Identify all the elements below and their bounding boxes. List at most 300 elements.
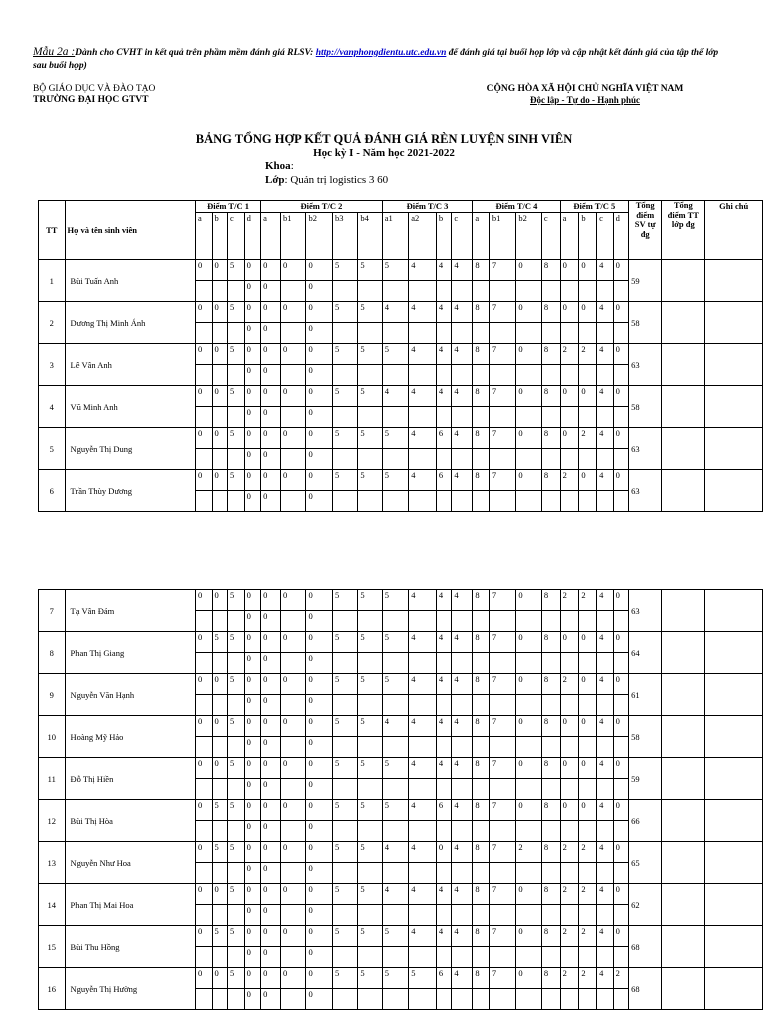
score-subcell — [227, 989, 244, 1010]
score-cell: 8 — [541, 884, 560, 905]
score-cell: 8 — [473, 302, 490, 323]
score-cell: 8 — [541, 926, 560, 947]
score-cell: 8 — [473, 386, 490, 407]
score-subcell: 0 — [306, 611, 333, 632]
score-subcell — [227, 821, 244, 842]
score-subcell — [489, 821, 516, 842]
score-cell: 5 — [227, 800, 244, 821]
score-subcell — [358, 281, 382, 302]
score-cell: 0 — [195, 386, 212, 407]
col-sub-0: a — [195, 213, 212, 260]
score-subcell — [489, 737, 516, 758]
score-subcell — [560, 365, 579, 386]
score-cell: 7 — [489, 716, 516, 737]
score-cell: 7 — [489, 344, 516, 365]
faculty-line: Khoa: — [265, 160, 294, 172]
score-subcell — [358, 611, 382, 632]
student-name: Phan Thị Mai Hoa — [65, 884, 195, 926]
score-subcell — [212, 611, 227, 632]
total-sv-score: 65 — [629, 842, 662, 884]
score-subcell: 0 — [261, 737, 281, 758]
row-number: 8 — [39, 632, 66, 674]
note-cell — [705, 842, 763, 884]
score-subcell — [281, 449, 306, 470]
total-tt-score — [662, 716, 705, 758]
score-cell: 5 — [227, 884, 244, 905]
score-cell: 8 — [473, 758, 490, 779]
score-cell: 0 — [244, 632, 261, 653]
score-subcell — [382, 779, 409, 800]
score-cell: 5 — [227, 470, 244, 491]
score-subcell — [212, 779, 227, 800]
score-subcell — [195, 695, 212, 716]
score-cell: 8 — [473, 842, 490, 863]
score-subcell — [382, 281, 409, 302]
score-cell: 0 — [244, 884, 261, 905]
score-subcell — [597, 281, 614, 302]
score-subcell — [358, 323, 382, 344]
score-cell: 4 — [409, 302, 437, 323]
score-subcell — [436, 611, 451, 632]
score-subcell: 0 — [261, 281, 281, 302]
score-subcell — [473, 365, 490, 386]
score-cell: 7 — [489, 428, 516, 449]
score-cell: 5 — [382, 926, 409, 947]
score-subcell: 0 — [261, 947, 281, 968]
score-cell: 2 — [613, 968, 628, 989]
nation-name: CỘNG HÒA XÃ HỘI CHỦ NGHĨA VIỆT NAM — [486, 84, 684, 94]
score-cell: 0 — [281, 800, 306, 821]
score-subcell — [358, 779, 382, 800]
score-cell: 0 — [212, 260, 227, 281]
score-subcell: 0 — [306, 737, 333, 758]
score-cell: 7 — [489, 674, 516, 695]
score-subcell — [227, 653, 244, 674]
score-cell: 5 — [332, 926, 357, 947]
score-subcell: 0 — [261, 365, 281, 386]
col-name: Họ và tên sinh viên — [65, 201, 195, 260]
score-subcell — [473, 407, 490, 428]
score-cell: 5 — [358, 884, 382, 905]
score-subcell — [436, 281, 451, 302]
score-subcell — [227, 863, 244, 884]
score-cell: 4 — [409, 674, 437, 695]
score-cell: 0 — [261, 260, 281, 281]
score-subcell: 0 — [261, 779, 281, 800]
class-line: Lớp: Quản trị logistics 3 60 — [265, 174, 389, 186]
score-cell: 0 — [261, 344, 281, 365]
score-subcell — [358, 989, 382, 1010]
total-tt-score — [662, 758, 705, 800]
score-subcell — [409, 695, 437, 716]
score-subcell — [382, 947, 409, 968]
score-subcell — [227, 779, 244, 800]
score-cell: 5 — [382, 260, 409, 281]
score-cell: 0 — [195, 926, 212, 947]
score-cell: 0 — [516, 968, 541, 989]
row-number: 3 — [39, 344, 66, 386]
score-subcell — [212, 695, 227, 716]
score-subcell — [409, 365, 437, 386]
total-tt-score — [662, 428, 705, 470]
col-group-5: Điểm T/C 5 — [560, 201, 629, 213]
total-sv-score: 68 — [629, 926, 662, 968]
score-subcell: 0 — [306, 653, 333, 674]
score-cell: 5 — [332, 386, 357, 407]
row-number: 2 — [39, 302, 66, 344]
total-sv-score: 63 — [629, 344, 662, 386]
score-subcell — [332, 491, 357, 512]
score-cell: 4 — [382, 716, 409, 737]
score-cell: 4 — [597, 386, 614, 407]
score-cell: 4 — [409, 926, 437, 947]
score-cell: 7 — [489, 968, 516, 989]
score-cell: 4 — [436, 386, 451, 407]
score-subcell — [473, 323, 490, 344]
score-cell: 6 — [436, 800, 451, 821]
total-tt-score — [662, 842, 705, 884]
score-subcell — [227, 449, 244, 470]
score-cell: 2 — [560, 674, 579, 695]
score-cell: 8 — [541, 632, 560, 653]
score-subcell — [489, 365, 516, 386]
score-cell: 0 — [195, 758, 212, 779]
score-subcell — [473, 611, 490, 632]
score-subcell — [281, 821, 306, 842]
score-subcell — [382, 653, 409, 674]
score-cell: 4 — [452, 470, 473, 491]
score-cell: 4 — [597, 260, 614, 281]
score-cell: 0 — [516, 758, 541, 779]
score-subcell — [597, 491, 614, 512]
rlsv-link[interactable]: http://vanphongdientu.utc.edu.vn — [315, 48, 447, 58]
note-cell — [705, 926, 763, 968]
score-cell: 0 — [306, 470, 333, 491]
score-cell: 4 — [382, 302, 409, 323]
score-cell: 0 — [212, 968, 227, 989]
table-row — [39, 470, 763, 491]
score-cell: 4 — [436, 674, 451, 695]
score-subcell — [281, 779, 306, 800]
total-sv-score: 68 — [629, 968, 662, 1010]
score-cell: 4 — [436, 590, 451, 611]
score-subcell — [541, 653, 560, 674]
score-cell: 5 — [358, 386, 382, 407]
score-cell: 4 — [597, 632, 614, 653]
score-subcell — [436, 737, 451, 758]
total-tt-score — [662, 884, 705, 926]
score-cell: 5 — [358, 968, 382, 989]
score-cell: 0 — [244, 302, 261, 323]
score-subcell — [281, 905, 306, 926]
score-cell: 0 — [212, 344, 227, 365]
score-subcell — [489, 947, 516, 968]
ministry-name: BỘ GIÁO DỤC VÀ ĐÀO TẠO — [33, 84, 156, 94]
col-sub-16: c — [541, 213, 560, 260]
score-cell: 8 — [473, 260, 490, 281]
score-cell: 0 — [436, 842, 451, 863]
score-subcell — [579, 611, 597, 632]
score-subcell — [597, 449, 614, 470]
score-subcell — [541, 449, 560, 470]
col-sub-18: b — [579, 213, 597, 260]
score-cell: 7 — [489, 260, 516, 281]
score-subcell — [409, 449, 437, 470]
score-cell: 0 — [261, 632, 281, 653]
score-cell: 0 — [212, 470, 227, 491]
score-subcell — [489, 323, 516, 344]
score-cell: 0 — [613, 260, 628, 281]
score-cell: 8 — [541, 302, 560, 323]
score-subcell — [195, 407, 212, 428]
total-tt-score — [662, 926, 705, 968]
score-cell: 0 — [261, 386, 281, 407]
score-cell: 7 — [489, 386, 516, 407]
score-subcell — [382, 905, 409, 926]
score-cell: 7 — [489, 758, 516, 779]
score-subcell — [560, 695, 579, 716]
score-cell: 4 — [436, 884, 451, 905]
score-subcell — [436, 695, 451, 716]
score-cell: 4 — [382, 842, 409, 863]
score-cell: 0 — [613, 758, 628, 779]
score-cell: 5 — [358, 800, 382, 821]
score-cell: 0 — [516, 926, 541, 947]
row-number: 9 — [39, 674, 66, 716]
score-cell: 0 — [560, 260, 579, 281]
university-name: TRƯỜNG ĐẠI HỌC GTVT — [33, 95, 149, 105]
score-cell: 0 — [281, 968, 306, 989]
student-name: Bùi Tuấn Anh — [65, 260, 195, 302]
score-subcell — [212, 821, 227, 842]
score-subcell — [452, 779, 473, 800]
document-title: BẢNG TỔNG HỢP KẾT QUẢ ĐÁNH GIÁ RÈN LUYỆN SINH VIÊN — [195, 132, 573, 146]
row-number: 6 — [39, 470, 66, 512]
score-cell: 0 — [261, 926, 281, 947]
score-cell: 8 — [473, 590, 490, 611]
score-cell: 4 — [436, 302, 451, 323]
score-cell: 2 — [516, 842, 541, 863]
score-cell: 0 — [613, 344, 628, 365]
score-subcell: 0 — [244, 989, 261, 1010]
score-cell: 0 — [244, 428, 261, 449]
score-subcell — [613, 863, 628, 884]
score-subcell — [195, 863, 212, 884]
score-cell: 4 — [597, 674, 614, 695]
score-subcell — [579, 653, 597, 674]
score-cell: 8 — [473, 428, 490, 449]
score-subcell — [227, 611, 244, 632]
score-subcell — [358, 653, 382, 674]
score-subcell — [212, 281, 227, 302]
score-subcell — [516, 905, 541, 926]
score-cell: 2 — [560, 470, 579, 491]
score-subcell — [436, 947, 451, 968]
score-cell: 5 — [358, 590, 382, 611]
score-subcell: 0 — [244, 491, 261, 512]
score-cell: 5 — [382, 470, 409, 491]
total-tt-score — [662, 260, 705, 302]
score-cell: 2 — [579, 968, 597, 989]
score-cell: 0 — [516, 632, 541, 653]
score-subcell — [358, 491, 382, 512]
score-cell: 0 — [212, 302, 227, 323]
score-cell: 7 — [489, 800, 516, 821]
note-cell — [705, 428, 763, 470]
score-cell: 0 — [281, 386, 306, 407]
score-subcell — [382, 449, 409, 470]
score-subcell — [358, 695, 382, 716]
score-subcell — [332, 947, 357, 968]
score-cell: 0 — [195, 590, 212, 611]
score-cell: 4 — [382, 386, 409, 407]
score-cell: 6 — [436, 428, 451, 449]
score-subcell — [560, 947, 579, 968]
score-subcell: 0 — [244, 905, 261, 926]
score-subcell — [436, 653, 451, 674]
score-cell: 4 — [597, 758, 614, 779]
col-sub-12: c — [452, 213, 473, 260]
score-cell: 5 — [227, 386, 244, 407]
score-subcell — [382, 323, 409, 344]
score-cell: 4 — [409, 428, 437, 449]
score-subcell — [579, 323, 597, 344]
score-cell: 0 — [613, 428, 628, 449]
score-subcell: 0 — [306, 863, 333, 884]
score-subcell: 0 — [244, 695, 261, 716]
score-cell: 0 — [516, 716, 541, 737]
score-cell: 0 — [261, 428, 281, 449]
score-subcell — [212, 863, 227, 884]
score-cell: 4 — [409, 800, 437, 821]
table-row — [39, 590, 763, 611]
score-cell: 0 — [244, 470, 261, 491]
score-cell: 8 — [541, 590, 560, 611]
col-sub-19: c — [597, 213, 614, 260]
score-cell: 5 — [358, 344, 382, 365]
score-subcell — [613, 407, 628, 428]
score-cell: 4 — [436, 716, 451, 737]
score-subcell — [409, 323, 437, 344]
score-subcell — [212, 365, 227, 386]
score-cell: 0 — [579, 674, 597, 695]
score-subcell — [473, 779, 490, 800]
score-subcell — [560, 905, 579, 926]
student-name: Nguyễn Thị Hường — [65, 968, 195, 1010]
score-cell: 0 — [281, 344, 306, 365]
col-sub-8: b4 — [358, 213, 382, 260]
score-cell: 2 — [560, 884, 579, 905]
score-subcell: 0 — [261, 407, 281, 428]
score-subcell — [541, 989, 560, 1010]
score-subcell — [195, 491, 212, 512]
score-cell: 4 — [409, 758, 437, 779]
table-row — [39, 302, 763, 323]
score-cell: 0 — [579, 800, 597, 821]
score-cell: 0 — [244, 968, 261, 989]
score-subcell — [579, 737, 597, 758]
row-number: 11 — [39, 758, 66, 800]
score-subcell: 0 — [306, 779, 333, 800]
score-subcell — [473, 653, 490, 674]
score-cell: 0 — [306, 674, 333, 695]
score-subcell — [195, 737, 212, 758]
score-cell: 5 — [358, 758, 382, 779]
score-cell: 4 — [409, 842, 437, 863]
score-subcell — [579, 449, 597, 470]
total-sv-score: 61 — [629, 674, 662, 716]
score-subcell — [597, 737, 614, 758]
score-cell: 4 — [452, 302, 473, 323]
score-cell: 0 — [195, 632, 212, 653]
score-cell: 4 — [436, 260, 451, 281]
score-cell: 5 — [332, 884, 357, 905]
score-cell: 0 — [212, 884, 227, 905]
score-cell: 5 — [332, 632, 357, 653]
score-cell: 0 — [613, 716, 628, 737]
score-subcell — [281, 989, 306, 1010]
student-name: Trần Thùy Dương — [65, 470, 195, 512]
score-subcell — [541, 491, 560, 512]
score-cell: 5 — [227, 428, 244, 449]
score-subcell — [281, 365, 306, 386]
score-cell: 8 — [541, 260, 560, 281]
score-subcell: 0 — [261, 905, 281, 926]
score-cell: 5 — [382, 758, 409, 779]
score-cell: 0 — [244, 260, 261, 281]
score-cell: 0 — [306, 302, 333, 323]
score-cell: 8 — [473, 968, 490, 989]
score-cell: 8 — [541, 758, 560, 779]
score-cell: 5 — [382, 632, 409, 653]
score-subcell — [473, 281, 490, 302]
score-cell: 5 — [332, 344, 357, 365]
score-subcell — [212, 947, 227, 968]
score-subcell — [473, 947, 490, 968]
score-cell: 0 — [306, 260, 333, 281]
score-subcell — [227, 947, 244, 968]
score-subcell — [281, 695, 306, 716]
score-subcell — [436, 323, 451, 344]
score-subcell — [212, 491, 227, 512]
score-cell: 0 — [244, 674, 261, 695]
score-subcell: 0 — [261, 863, 281, 884]
score-cell: 0 — [579, 470, 597, 491]
note-cell — [705, 884, 763, 926]
score-cell: 7 — [489, 590, 516, 611]
score-subcell — [489, 863, 516, 884]
score-cell: 8 — [541, 674, 560, 695]
score-subcell — [409, 821, 437, 842]
score-cell: 0 — [613, 800, 628, 821]
score-cell: 0 — [613, 470, 628, 491]
student-name: Đỗ Thị Hiền — [65, 758, 195, 800]
national-header — [470, 84, 700, 106]
results-table-page-1 — [38, 200, 763, 512]
score-cell: 0 — [306, 344, 333, 365]
score-cell: 0 — [261, 968, 281, 989]
score-subcell: 0 — [244, 821, 261, 842]
score-subcell — [541, 863, 560, 884]
score-cell: 4 — [597, 302, 614, 323]
score-cell: 0 — [212, 716, 227, 737]
score-subcell — [613, 653, 628, 674]
score-cell: 0 — [560, 386, 579, 407]
score-cell: 5 — [332, 590, 357, 611]
score-cell: 0 — [516, 470, 541, 491]
score-subcell — [227, 407, 244, 428]
score-subcell — [436, 779, 451, 800]
